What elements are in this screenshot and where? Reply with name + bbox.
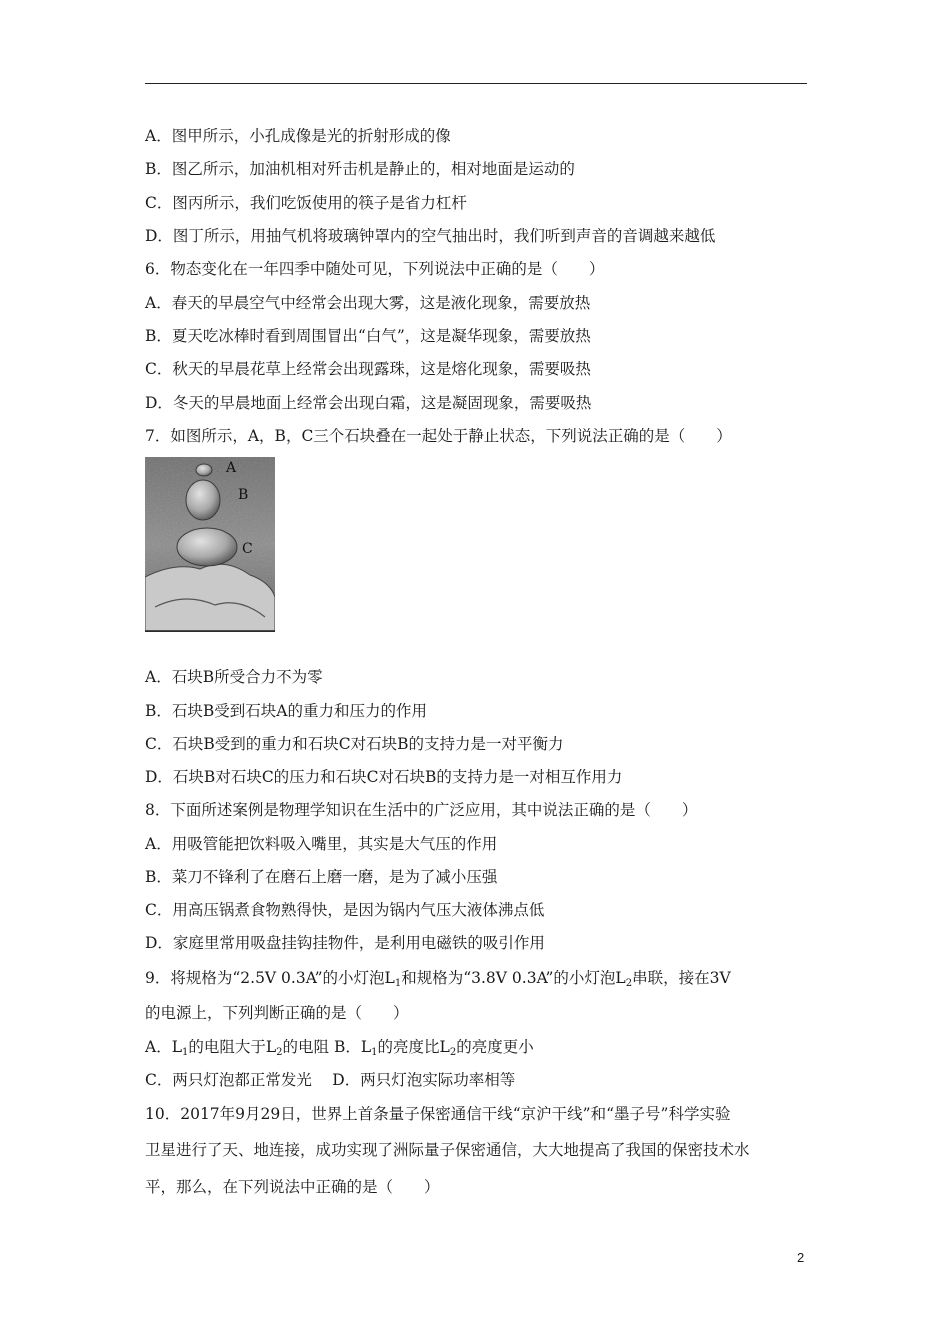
q5-option-b: B．图乙所示，加油机相对歼击机是静止的，相对地面是运动的 — [145, 160, 575, 178]
q5-option-d: D．图丁所示，用抽气机将玻璃钟罩内的空气抽出时，我们听到声音的音调越来越低 — [145, 227, 716, 245]
q8-option-b: B．菜刀不锋利了在磨石上磨一磨，是为了减小压强 — [145, 868, 498, 886]
q9-stem-part: 9．将规格为“2.5V 0.3A”的小灯泡L — [145, 969, 395, 987]
q6-option-d: D．冬天的早晨地面上经常会出现白霜，这是凝固现象，需要吸热 — [145, 394, 592, 412]
subscript: 1 — [182, 1047, 189, 1058]
label-b: B — [238, 487, 249, 503]
q10-stem-line1: 10．2017年9月29日，世界上首条量子保密通信干线“京沪干线”和“墨子号”科学实验 — [145, 1105, 731, 1123]
q9-option-part: A．L — [145, 1038, 182, 1056]
q9-stem-part: 和规格为“3.8V 0.3A”的小灯泡L — [401, 969, 626, 987]
subscript: 1 — [371, 1047, 378, 1058]
q9-stem-part: 串联，接在3V — [632, 969, 731, 987]
q6-stem: 6．物态变化在一年四季中随处可见，下列说法中正确的是（ ） — [145, 260, 605, 278]
q9-option-part: 的电阻 B．L — [282, 1038, 372, 1056]
q8-option-a: A．用吸管能把饮料吸入嘴里，其实是大气压的作用 — [145, 835, 498, 853]
q6-option-c: C．秋天的早晨花草上经常会出现露珠，这是熔化现象，需要吸热 — [145, 360, 591, 378]
page-number: 2 — [797, 1250, 805, 1265]
q5-option-a: A．图甲所示，小孔成像是光的折射形成的像 — [145, 127, 451, 145]
q7-option-a: A．石块B所受合力不为零 — [145, 668, 323, 686]
subscript: 2 — [625, 978, 633, 989]
q9-option-part: 的亮度更小 — [456, 1038, 534, 1056]
stone-b — [186, 480, 220, 520]
q6-option-b: B．夏天吃冰棒时看到周围冒出“白气”，这是凝华现象，需要放热 — [145, 327, 591, 345]
q9-options-ab — [145, 1037, 534, 1057]
q7-option-b: B．石块B受到石块A的重力和压力的作用 — [145, 702, 427, 720]
q9-option-part: 的电阻大于L — [188, 1038, 277, 1056]
q10-stem-line3: 平，那么，在下列说法中正确的是（ ） — [145, 1178, 440, 1196]
q10-stem-line2: 卫星进行了天、地连接，成功实现了洲际量子保密通信，大大地提高了我国的保密技术水 — [145, 1141, 750, 1159]
q6-option-a: A．春天的早晨空气中经常会出现大雾，这是液化现象，需要放热 — [145, 294, 591, 312]
label-a: A — [226, 460, 237, 476]
header-rule — [145, 83, 807, 84]
q8-option-d: D．家庭里常用吸盘挂钩挂物件，是利用电磁铁的吸引作用 — [145, 934, 545, 952]
label-c: C — [242, 541, 253, 557]
q8-option-c: C．用高压锅煮食物熟得快，是因为锅内气压大液体沸点低 — [145, 901, 545, 919]
subscript: 2 — [276, 1047, 283, 1058]
q9-option-part: 的亮度比L — [377, 1038, 450, 1056]
stone-c — [177, 528, 237, 566]
subscript: 1 — [394, 978, 402, 989]
q7-stem: 7．如图所示，A，B，C三个石块叠在一起处于静止状态，下列说法正确的是（ ） — [145, 427, 732, 445]
stone-a — [196, 464, 212, 476]
q9-stem-line1 — [145, 968, 731, 988]
q9-options-cd: C．两只灯泡都正常发光 D．两只灯泡实际功率相等 — [145, 1071, 516, 1089]
q9-stem-line2: 的电源上，下列判断正确的是（ ） — [145, 1004, 409, 1022]
q7-option-d: D．石块B对石块C的压力和石块C对石块B的支持力是一对相互作用力 — [145, 768, 623, 786]
subscript: 2 — [449, 1047, 457, 1058]
q7-option-c: C．石块B受到的重力和石块C对石块B的支持力是一对平衡力 — [145, 735, 564, 753]
stacked-stones-figure — [145, 457, 275, 632]
q8-stem: 8．下面所述案例是物理学知识在生活中的广泛应用，其中说法正确的是（ ） — [145, 801, 698, 819]
q5-option-c: C．图丙所示，我们吃饭使用的筷子是省力杠杆 — [145, 194, 467, 212]
